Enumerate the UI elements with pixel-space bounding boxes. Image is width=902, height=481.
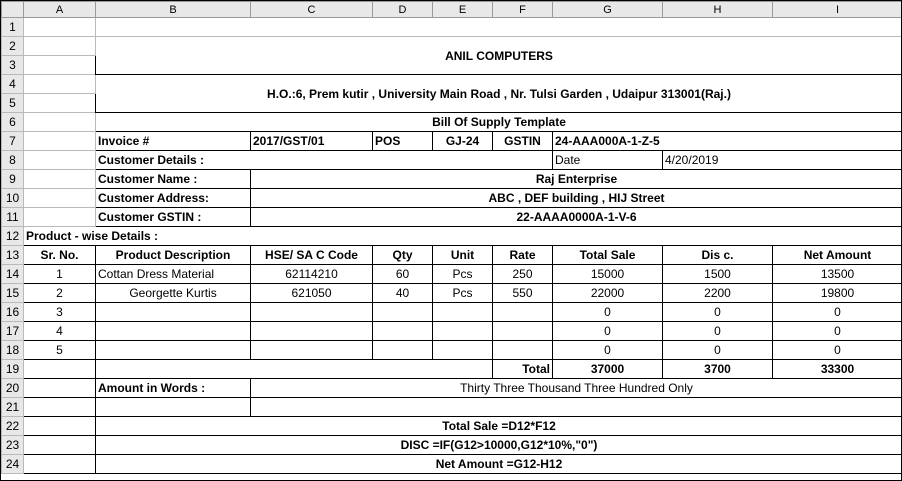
cell-net-amount[interactable]: 19800 [773,284,902,303]
cell-sr-no[interactable]: 2 [24,284,96,303]
row-header-18[interactable]: 18 [2,341,24,360]
cell-unit[interactable]: Pcs [433,284,493,303]
invoice-number-value[interactable]: 2017/GST/01 [251,132,373,151]
table-row [2,284,902,303]
pos-label: POS [373,132,433,151]
select-all-corner[interactable] [2,2,24,18]
gstin-label: GSTIN [493,132,553,151]
sheet-row-24 [2,455,902,474]
cell-a4[interactable] [24,75,96,94]
row-header-15[interactable]: 15 [2,284,24,303]
cell-a3[interactable] [24,56,96,75]
cell-a19[interactable] [24,360,96,379]
formula-disc: DISC =IF(G12>10000,G12*10%,"0") [96,436,902,455]
col-total-sale-header: Total Sale [553,246,663,265]
column-header-d[interactable]: D [373,2,433,18]
col-product-description-header: Product Description [96,246,251,265]
column-header-i[interactable]: I [773,2,902,18]
invoice-number-label: Invoice # [96,132,251,151]
col-qty-header: Qty [373,246,433,265]
row-header-2[interactable]: 2 [2,37,24,56]
cell-b19[interactable] [96,360,493,379]
customer-gstin-value[interactable]: 22-AAAA0000A-1-V-6 [251,208,902,227]
cell-a24[interactable] [24,455,96,474]
cell-sr-no[interactable]: 3 [24,303,96,322]
company-address: H.O.:6, Prem kutir , University Main Road , Nr. Tulsi Garden , Udaipur 313001(Raj.) [96,75,902,113]
cell-product-description[interactable]: Cottan Dress Material [96,265,251,284]
formula-net-amount: Net Amount =G12-H12 [96,455,902,474]
cell-total-sale[interactable]: 22000 [553,284,663,303]
document-title: Bill Of Supply Template [96,113,902,132]
cell-a5[interactable] [24,94,96,113]
customer-name-value[interactable]: Raj Enterprise [251,170,902,189]
cell-total-sale[interactable]: 0 [553,322,663,341]
cell-a20[interactable] [24,379,96,398]
cell-qty[interactable]: 60 [373,265,433,284]
cell-net-amount[interactable]: 0 [773,341,902,360]
sheet-row-12 [2,227,902,246]
row-header-3[interactable]: 3 [2,56,24,75]
cell-rate[interactable] [493,322,553,341]
col-disc-header: Dis c. [663,246,773,265]
cell-a7[interactable] [24,132,96,151]
col-unit-header: Unit [433,246,493,265]
cell-hsn-code[interactable]: 621050 [251,284,373,303]
column-header-g[interactable]: G [553,2,663,18]
cell-product-description[interactable] [96,341,251,360]
amount-in-words-label: Amount in Words : [96,379,251,398]
cell-a10[interactable] [24,189,96,208]
cell-c21[interactable] [251,398,902,417]
cell-hsn-code[interactable]: 62114210 [251,265,373,284]
cell-a2[interactable] [24,37,96,56]
column-header-a[interactable]: A [24,2,96,18]
sheet-row-8 [2,151,902,170]
company-title: ANIL COMPUTERS [96,37,902,75]
cell-net-amount[interactable]: 13500 [773,265,902,284]
table-row [2,265,902,284]
cell-disc[interactable]: 0 [663,341,773,360]
total-disc-value: 3700 [663,360,773,379]
gstin-value[interactable]: 24-AAA000A-1-Z-5 [553,132,902,151]
sheet-row-20 [2,379,902,398]
column-header-b[interactable]: B [96,2,251,18]
date-label: Date [553,151,663,170]
sheet-row-7 [2,132,902,151]
cell-a21[interactable] [24,398,96,417]
cell-total-sale[interactable]: 0 [553,303,663,322]
product-section-label: Product - wise Details : [24,227,902,246]
sheet-row-13 [2,246,902,265]
cell-a22[interactable] [24,417,96,436]
sheet-row-23 [2,436,902,455]
row-header-24[interactable]: 24 [2,455,24,474]
cell-disc[interactable]: 2200 [663,284,773,303]
row-header-23[interactable]: 23 [2,436,24,455]
cell-disc[interactable]: 0 [663,322,773,341]
cell-sr-no[interactable]: 1 [24,265,96,284]
date-value[interactable]: 4/20/2019 [663,151,902,170]
col-net-amount-header: Net Amount [773,246,902,265]
sheet-row-9 [2,170,902,189]
row-header-6[interactable]: 6 [2,113,24,132]
sheet-row-21 [2,398,902,417]
cell-hsn-code[interactable] [251,303,373,322]
total-label: Total [493,360,553,379]
col-hsn-code-header: HSE/ SA C Code [251,246,373,265]
row-header-7[interactable]: 7 [2,132,24,151]
table-row [2,341,902,360]
cell-net-amount[interactable]: 0 [773,322,902,341]
row-header-19[interactable]: 19 [2,360,24,379]
cell-unit[interactable] [433,303,493,322]
sheet-row-2 [2,37,902,56]
cell-qty[interactable] [373,303,433,322]
spreadsheet-grid [1,1,902,474]
row-header-8[interactable]: 8 [2,151,24,170]
col-sr-no-header: Sr. No. [24,246,96,265]
row-header-14[interactable]: 14 [2,265,24,284]
column-header-h[interactable]: H [663,2,773,18]
table-row [2,303,902,322]
cell-disc[interactable]: 0 [663,303,773,322]
cell-a11[interactable] [24,208,96,227]
cell-a6[interactable] [24,113,96,132]
sheet-row-10 [2,189,902,208]
row-header-21[interactable]: 21 [2,398,24,417]
total-sale-value: 37000 [553,360,663,379]
column-header-row [2,2,902,18]
cell-b1[interactable] [96,18,902,37]
customer-details-label: Customer Details : [96,151,553,170]
cell-unit[interactable] [433,322,493,341]
row-header-20[interactable]: 20 [2,379,24,398]
cell-a23[interactable] [24,436,96,455]
cell-qty[interactable] [373,341,433,360]
row-header-22[interactable]: 22 [2,417,24,436]
column-header-e[interactable]: E [433,2,493,18]
customer-address-value[interactable]: ABC , DEF building , HIJ Street [251,189,902,208]
row-header-4[interactable]: 4 [2,75,24,94]
pos-value[interactable]: GJ-24 [433,132,493,151]
cell-product-description[interactable]: Georgette Kurtis [96,284,251,303]
cell-rate[interactable] [493,303,553,322]
cell-product-description[interactable] [96,322,251,341]
cell-a1[interactable] [24,18,96,37]
cell-sr-no[interactable]: 5 [24,341,96,360]
sheet-row-11 [2,208,902,227]
cell-total-sale[interactable]: 0 [553,341,663,360]
cell-unit[interactable]: Pcs [433,265,493,284]
cell-unit[interactable] [433,341,493,360]
row-header-13[interactable]: 13 [2,246,24,265]
cell-rate[interactable] [493,341,553,360]
row-header-1[interactable]: 1 [2,18,24,37]
row-header-17[interactable]: 17 [2,322,24,341]
formula-total-sale: Total Sale =D12*F12 [96,417,902,436]
cell-qty[interactable] [373,322,433,341]
row-header-9[interactable]: 9 [2,170,24,189]
amount-in-words-value[interactable]: Thirty Three Thousand Three Hundred Only [251,379,902,398]
column-header-c[interactable]: C [251,2,373,18]
sheet-row-19 [2,360,902,379]
cell-qty[interactable]: 40 [373,284,433,303]
cell-a9[interactable] [24,170,96,189]
cell-rate[interactable]: 250 [493,265,553,284]
customer-address-label: Customer Address: [96,189,251,208]
sheet-row-4 [2,75,902,94]
table-row [2,322,902,341]
cell-hsn-code[interactable] [251,322,373,341]
sheet-row-22 [2,417,902,436]
cell-a8[interactable] [24,151,96,170]
cell-total-sale[interactable]: 15000 [553,265,663,284]
cell-sr-no[interactable]: 4 [24,322,96,341]
cell-rate[interactable]: 550 [493,284,553,303]
row-header-10[interactable]: 10 [2,189,24,208]
row-header-12[interactable]: 12 [2,227,24,246]
column-header-f[interactable]: F [493,2,553,18]
cell-hsn-code[interactable] [251,341,373,360]
customer-gstin-label: Customer GSTIN : [96,208,251,227]
customer-name-label: Customer Name : [96,170,251,189]
sheet-row-6 [2,113,902,132]
cell-product-description[interactable] [96,303,251,322]
row-header-16[interactable]: 16 [2,303,24,322]
row-header-5[interactable]: 5 [2,94,24,113]
row-header-11[interactable]: 11 [2,208,24,227]
cell-disc[interactable]: 1500 [663,265,773,284]
cell-net-amount[interactable]: 0 [773,303,902,322]
sheet-row-1 [2,18,902,37]
col-rate-header: Rate [493,246,553,265]
cell-b21[interactable] [96,398,251,417]
total-net-amount-value: 33300 [773,360,902,379]
